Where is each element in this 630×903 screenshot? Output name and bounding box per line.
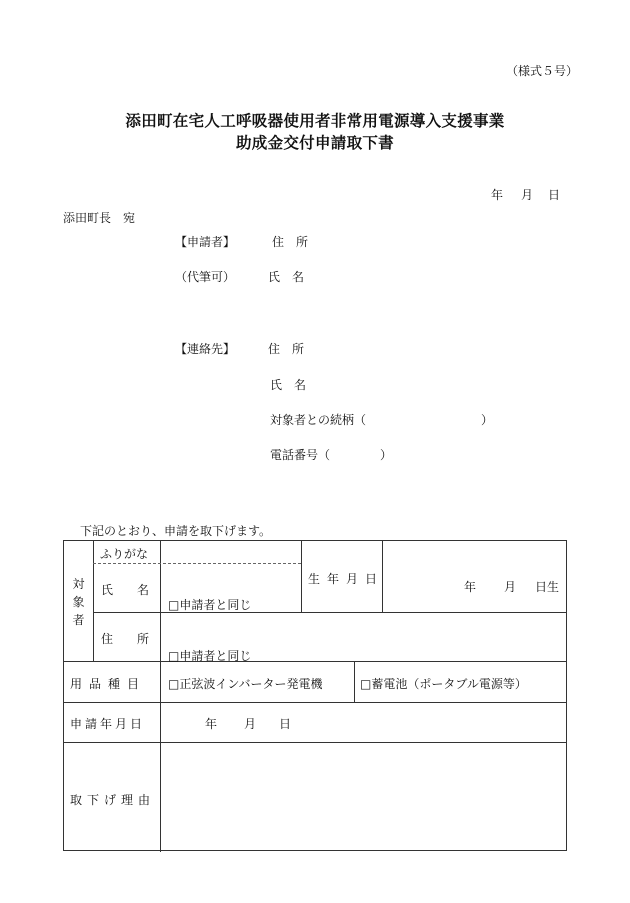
- applicant-name-label: 氏 名: [268, 270, 305, 284]
- withdrawal-reason-label: 取下げ理由: [70, 793, 156, 807]
- intro-text: 下記のとおり、申請を取下げます。: [80, 524, 272, 538]
- contact-name-label: 氏 名: [270, 378, 307, 392]
- apply-day-label: 日: [279, 717, 292, 731]
- contact-bracket-label: 【連絡先】: [175, 342, 236, 356]
- item-option-generator-checkbox[interactable]: □正弦波インバーター発電機: [168, 677, 323, 691]
- divider: [64, 661, 567, 662]
- applicant-proxy-label: （代筆可）: [175, 270, 236, 284]
- furigana-label: ふりがな: [100, 547, 149, 561]
- withdrawal-form-table: [63, 540, 567, 851]
- divider: [301, 541, 302, 612]
- date-month-label: 月: [521, 188, 534, 202]
- applicant-bracket-label: 【申請者】: [175, 235, 236, 249]
- page-title-line1: 添田町在宅人工呼吸器使用者非常用電源導入支援事業: [125, 112, 505, 130]
- applicant-address-label: 住 所: [272, 235, 309, 249]
- addressee: 添田町長 宛: [63, 211, 136, 225]
- page-title-line2: 助成金交付申請取下書: [235, 134, 394, 152]
- divider: [64, 702, 567, 703]
- divider: [64, 742, 567, 743]
- address-same-as-applicant-checkbox[interactable]: □申請者と同じ: [168, 649, 252, 663]
- item-option-battery-checkbox[interactable]: □蓄電池（ポータブル電源等）: [360, 677, 527, 691]
- contact-phone-label: 電話番号（: [270, 448, 331, 462]
- subject-address-label: 住 所: [101, 632, 150, 646]
- name-same-as-applicant-checkbox[interactable]: □申請者と同じ: [168, 598, 252, 612]
- birthdate-label: 生年月日: [308, 572, 385, 586]
- item-type-label: 用品種目: [70, 677, 147, 691]
- apply-date-label: 申請年月日: [70, 717, 146, 731]
- contact-relation-close: ）: [481, 413, 494, 427]
- date-day-label: 日: [548, 188, 561, 202]
- contact-relation-label: 対象者との続柄（: [270, 413, 367, 427]
- divider: [160, 541, 161, 852]
- birth-year-label: 年: [464, 580, 477, 594]
- divider: [354, 661, 355, 702]
- subject-name-label: 氏 名: [101, 583, 150, 597]
- apply-year-label: 年: [205, 717, 218, 731]
- apply-month-label: 月: [244, 717, 257, 731]
- divider: [93, 563, 301, 564]
- contact-address-label: 住 所: [268, 342, 305, 356]
- birth-month-label: 月: [504, 580, 517, 594]
- divider: [93, 612, 567, 613]
- date-year-label: 年: [491, 188, 504, 202]
- birth-day-label: 日生: [535, 580, 560, 594]
- form-number: （様式５号）: [506, 64, 579, 78]
- divider: [93, 541, 94, 661]
- subject-label: 対象者: [72, 577, 85, 627]
- contact-phone-close: ）: [380, 448, 393, 462]
